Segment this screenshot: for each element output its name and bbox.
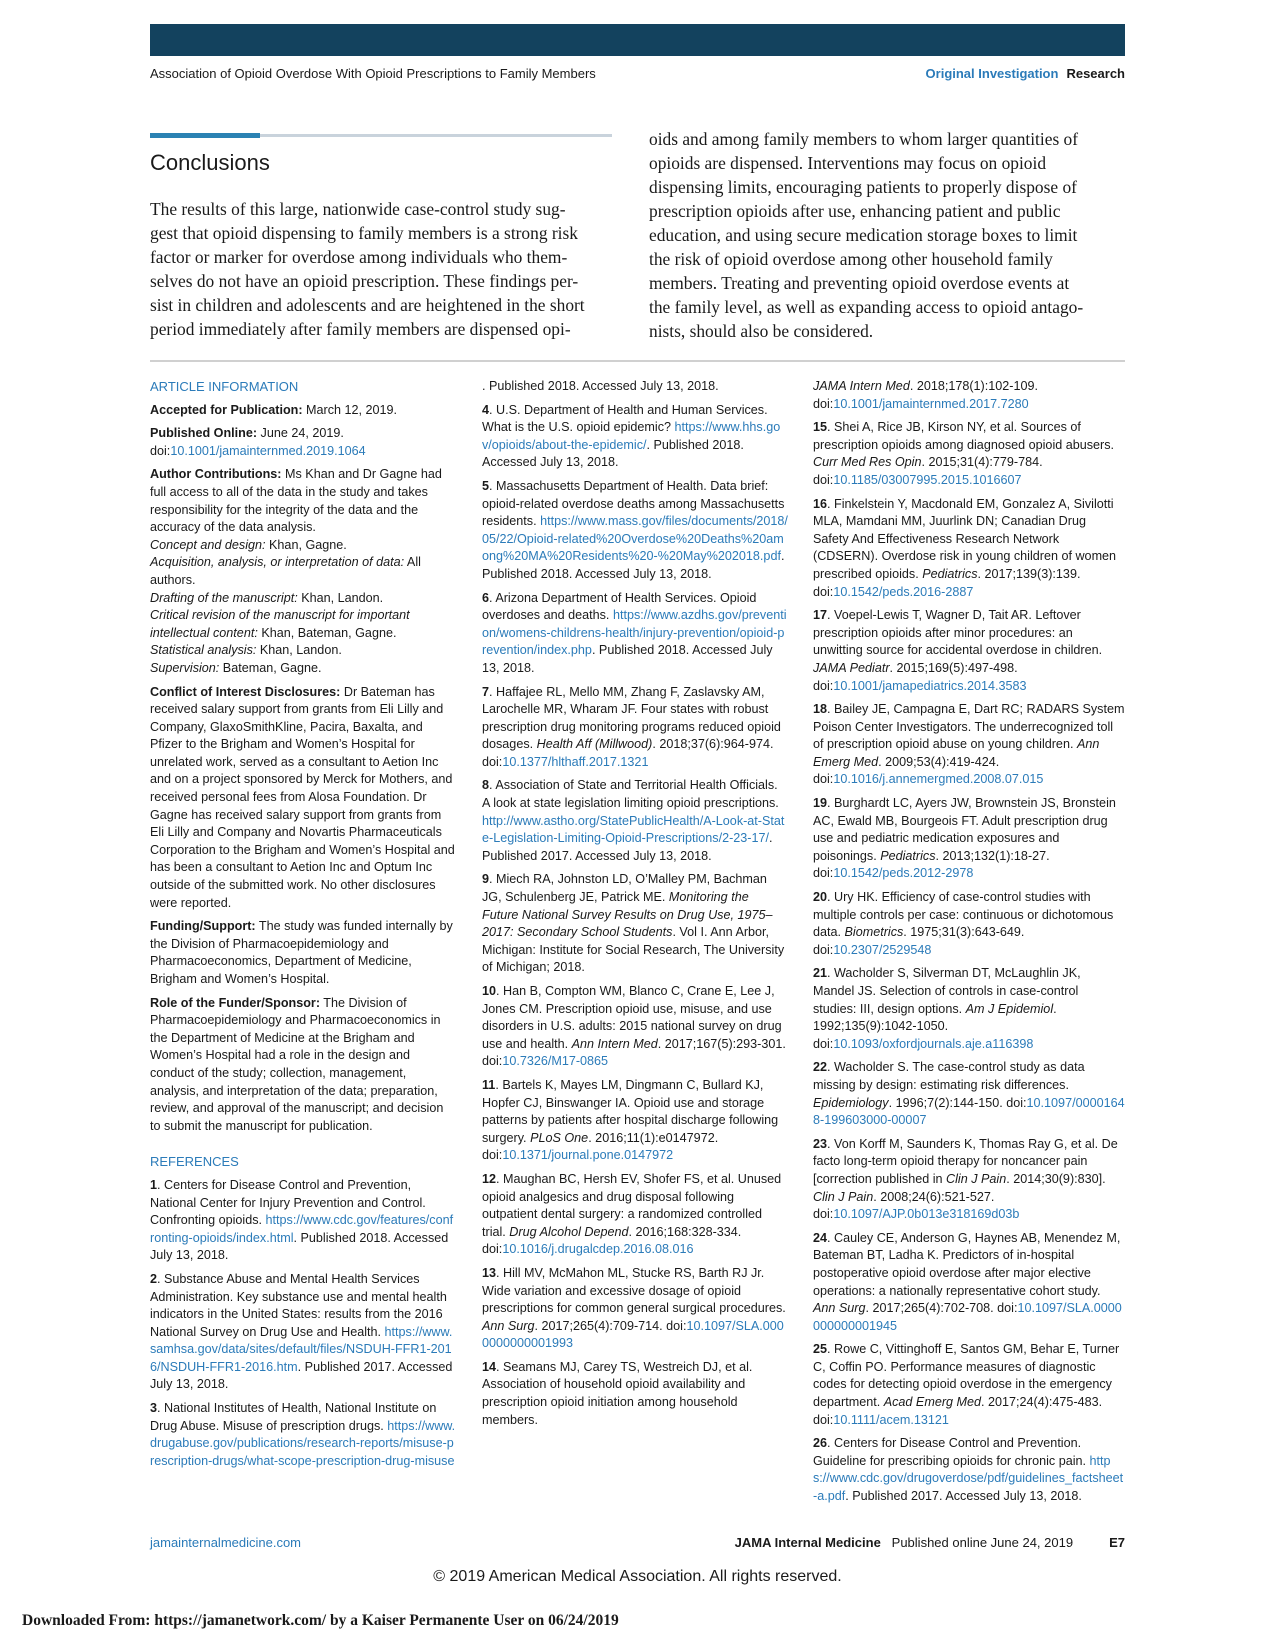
text-line: The results of this large, nationwide case-control study sug- bbox=[150, 199, 566, 219]
text-line: prescription opioids after use, enhancing patient and public bbox=[649, 201, 1061, 221]
reference-number: 2 bbox=[150, 1271, 158, 1286]
contrib-text: Ms Khan and Dr Gagne had full access to all of the data in the study and takes responsibility for the integrity of the data and the accuracy of the data analysis. bbox=[150, 467, 442, 535]
reference-tail: . Published 2017. Accessed July 13, 2018. bbox=[150, 1359, 453, 1392]
role-value: Khan, Landon. bbox=[297, 590, 384, 605]
reference-number: 21 bbox=[813, 966, 828, 981]
reference-number: 7 bbox=[482, 684, 490, 699]
funder-label: Role of the Funder/Sponsor: bbox=[150, 995, 321, 1010]
reference-text: . Hill MV, McMahon ML, Stucke RS, Barth RJ Jr. Wide variation and excessive dosage of opioid prescriptions for common general surgical procedures. bbox=[482, 1265, 786, 1316]
section-divider bbox=[150, 360, 1125, 362]
reference-link[interactable]: 10.1377/hlthaff.2017.1321 bbox=[502, 754, 649, 769]
reference-journal: Ann Intern Med bbox=[571, 1036, 658, 1051]
reference-number: 26 bbox=[813, 1436, 828, 1451]
reference-text: . Centers for Disease Control and Prevention. Guideline for prescribing opioids for chronic pain. bbox=[813, 1436, 1090, 1468]
text-line: oids and among family members to whom larger quantities of bbox=[649, 129, 1079, 149]
reference-number: 6 bbox=[482, 590, 490, 605]
reference-journal: JAMA Pediatr bbox=[813, 660, 890, 675]
role-label: Critical revision of the manuscript for important intellectual content: bbox=[150, 608, 410, 640]
reference-number: 11 bbox=[482, 1077, 496, 1092]
reference-text: . Ury HK. Efficiency of case-control studies with multiple controls per case: continuous or dichotomous data. bbox=[813, 890, 1114, 940]
reference-cite: . 2017;24(4):475-483. doi: bbox=[813, 1395, 1103, 1427]
header-bar bbox=[150, 24, 1125, 56]
reference-item bbox=[813, 607, 1125, 695]
references-heading: REFERENCES bbox=[150, 1154, 239, 1170]
reference-text: . Wacholder S, Silverman DT, McLaughlin JK, Mandel JS. Selection of controls in case-control studies: III, design options. bbox=[813, 966, 1081, 1016]
reference-number: 13 bbox=[482, 1265, 497, 1280]
reference-journal: Clin J Pain bbox=[946, 1171, 1007, 1186]
reference-text: . U.S. Department of Health and Human Services. What is the U.S. opioid epidemic? bbox=[482, 402, 768, 435]
funding-support bbox=[150, 918, 456, 988]
reference-journal: Epidemiology bbox=[813, 1095, 889, 1110]
reference-cite: . 2014;30(9):830]. bbox=[1006, 1171, 1106, 1186]
reference-link[interactable]: https://www.cdc.gov/drugoverdose/pdf/guidelines_factsheet-a.pdf bbox=[813, 1453, 1124, 1504]
reference-text: . Rowe C, Vittinghoff E, Santos GM, Behar E, Turner C, Coffin PO. Performance measures of diagnostic codes for detecting opioid overdose in the emergency department. bbox=[813, 1342, 1120, 1410]
article-info-column bbox=[150, 378, 456, 1476]
reference-number: 24 bbox=[813, 1230, 828, 1245]
coi-label: Conflict of Interest Disclosures: bbox=[150, 684, 341, 699]
reference-number: 5 bbox=[482, 478, 490, 493]
reference-text: . Association of State and Territorial Health Officials. A look at state legislation limiting opioid prescriptions. bbox=[482, 778, 779, 811]
reference-item bbox=[813, 889, 1125, 959]
reference-number: 14 bbox=[482, 1359, 497, 1374]
copyright-notice: © 2019 American Medical Association. All rights reserved. bbox=[433, 1568, 842, 1585]
reference-link[interactable]: https://www.hhs.gov/opioids/about-the-epidemic/ bbox=[482, 420, 781, 452]
journal-website-link[interactable]: jamainternalmedicine.com bbox=[150, 1535, 302, 1550]
reference-link[interactable]: https://www.mass.gov/files/documents/2018/05/22/Opioid-related%20Overdose%20Deaths%20among%20MA%20Residents%20-%20May%202018.pdf bbox=[482, 514, 788, 564]
reference-cite: . 2009;53(4):419-424. doi: bbox=[813, 754, 1000, 787]
reference-text: . Seamans MJ, Carey TS, Westreich DJ, et al. Association of household opioid availability and prescription opioid initiation among household members. bbox=[482, 1359, 753, 1427]
role-label: Supervision: bbox=[150, 660, 220, 675]
role-line bbox=[150, 590, 456, 608]
text-line: the risk of opioid overdose among other household family bbox=[649, 249, 1053, 269]
reference-link[interactable]: 10.1097/SLA.0000000000001993 bbox=[482, 1318, 784, 1351]
reference-number: 8 bbox=[482, 778, 490, 793]
reference-item bbox=[813, 1435, 1125, 1505]
reference-continuation bbox=[482, 378, 788, 396]
section-label bbox=[926, 66, 1125, 81]
role-label: Acquisition, analysis, or interpretation of data: bbox=[150, 555, 405, 570]
accepted-value: March 12, 2019. bbox=[302, 402, 398, 417]
reference-link[interactable]: 10.1001/jamainternmed.2017.7280 bbox=[833, 396, 1029, 411]
reference-number: 18 bbox=[813, 702, 828, 717]
reference-text: . Bailey JE, Campagna E, Dart RC; RADARS System Poison Center Investigators. The underrecognized toll of prescription opioid abuse on young children. bbox=[813, 702, 1125, 752]
published-online: Published online June 24, 2019 bbox=[891, 1535, 1074, 1550]
reference-link[interactable]: 10.7326/M17-0865 bbox=[502, 1054, 609, 1069]
reference-item bbox=[813, 496, 1125, 602]
text-line: nists, should also be considered. bbox=[649, 321, 874, 341]
role-label: Drafting of the manuscript: bbox=[150, 590, 298, 605]
reference-link[interactable]: 10.1542/peds.2016-2887 bbox=[833, 584, 974, 599]
published-value: June 24, 2019. bbox=[257, 426, 344, 441]
reference-cite: . 2018;178(1):102-109. doi: bbox=[813, 379, 1038, 411]
conclusions-text-left bbox=[150, 197, 626, 341]
accepted-date bbox=[150, 402, 456, 420]
reference-text: . Substance Abuse and Mental Health Services Administration. Key substance use and mental health indicators in the United States: results from the 2016 National Survey on Drug Use and Health. bbox=[150, 1271, 447, 1339]
accepted-label: Accepted for Publication: bbox=[150, 402, 303, 417]
reference-item bbox=[482, 1171, 788, 1259]
contrib-label: Author Contributions: bbox=[150, 467, 282, 482]
reference-journal: Pediatrics bbox=[880, 848, 936, 863]
role-value: Khan, Bateman, Gagne. bbox=[257, 625, 397, 640]
reference-number: 20 bbox=[813, 890, 828, 905]
reference-tail: . Published 2018. Accessed July 13, 2018. bbox=[150, 1230, 449, 1263]
reference-journal: Acad Emerg Med bbox=[883, 1395, 982, 1410]
reference-item bbox=[482, 478, 788, 584]
reference-item bbox=[813, 795, 1125, 883]
reference-link[interactable]: 10.1016/j.annemergmed.2008.07.015 bbox=[833, 772, 1044, 787]
reference-cite: . 2016;168:328-334. doi: bbox=[482, 1224, 742, 1257]
reference-journal: Am J Epidemiol bbox=[965, 1001, 1054, 1016]
reference-item bbox=[813, 419, 1125, 489]
reference-item bbox=[482, 590, 788, 678]
reference-journal: Pediatrics bbox=[922, 566, 978, 581]
text-line: gest that opioid dispensing to family members is a strong risk bbox=[150, 223, 578, 243]
text-line: selves do not have an opioid prescription. These findings per- bbox=[150, 271, 579, 291]
reference-number: 10 bbox=[482, 984, 497, 998]
author-contributions bbox=[150, 466, 456, 677]
reference-link[interactable]: 10.1111/acem.13121 bbox=[833, 1412, 949, 1427]
reference-item bbox=[813, 965, 1125, 1053]
reference-cite: . 1975;31(3):643-649. doi: bbox=[813, 925, 1025, 957]
conflict-disclosures bbox=[150, 684, 456, 913]
reference-item bbox=[150, 1271, 456, 1394]
reference-text: . Von Korff M, Saunders K, Thomas Ray G, et al. De facto long-term opioid therapy for noncancer pain [correction published in bbox=[813, 1136, 1118, 1186]
text-line: sist in children and adolescents and are heightened in the short bbox=[150, 295, 585, 315]
reference-tail: . Vol I. Ann Arbor, Michigan: Institute for Social Research, The University of Michigan; 2018. bbox=[482, 925, 785, 975]
reference-link[interactable]: 10.1097/00001648-199603000-00007 bbox=[813, 1095, 1125, 1128]
reference-tail: . Published 2018. Accessed July 13, 2018. bbox=[482, 379, 719, 393]
reference-item bbox=[482, 871, 788, 977]
references-column-3 bbox=[813, 378, 1125, 1512]
reference-continuation bbox=[813, 378, 1125, 413]
reference-tail: . Published 2017. Accessed July 13, 2018. bbox=[482, 831, 773, 863]
reference-number: 17 bbox=[813, 608, 828, 623]
reference-link[interactable]: https://www.samhsa.gov/data/sites/default/files/NSDUH-FFR1-2016/NSDUH-FFR1-2016.htm bbox=[150, 1324, 453, 1374]
reference-item bbox=[482, 1077, 788, 1165]
reference-journal: Curr Med Res Opin bbox=[813, 455, 922, 470]
reference-journal: Biometrics bbox=[844, 925, 904, 940]
funder-text: The Division of Pharmacoepidemiology and Pharmacoeconomics in the Department of Medicine at the Brigham and Women’s Hospital had a role in the design and conduct of the study; collection, management, analysis, and interpretation of the data; preparation, review, and approval of the manuscript; and decision to submit the manuscript for publication. bbox=[150, 995, 444, 1133]
reference-item bbox=[813, 1230, 1125, 1336]
reference-journal: JAMA Intern Med bbox=[813, 379, 910, 393]
role-line bbox=[150, 537, 456, 555]
reference-cite: . 2013;132(1):18-27. doi: bbox=[813, 848, 1050, 881]
reference-cite: . 2017;265(4):709-714. doi: bbox=[534, 1318, 687, 1333]
reference-text: . Bartels K, Mayes LM, Dingmann C, Bullard KJ, Hopfer CJ, Binswanger IA. Opioid use and storage patterns by patients after hospital discharge following surgery. bbox=[482, 1077, 779, 1145]
journal-name: JAMA Internal Medicine bbox=[734, 1535, 881, 1550]
role-line bbox=[150, 642, 456, 660]
funder-role bbox=[150, 995, 456, 1136]
reference-number: 1 bbox=[150, 1177, 158, 1192]
reference-text: . Arizona Department of Health Services. Opioid overdoses and deaths. bbox=[482, 590, 757, 623]
reference-cite: . 2016;11(1):e0147972. doi: bbox=[482, 1130, 719, 1163]
funding-label: Funding/Support: bbox=[150, 919, 256, 934]
reference-text: . Voepel-Lewis T, Wagner D, Tait AR. Leftover prescription opioids after minor procedures: an unwitting source for accidental overdose in children. bbox=[813, 608, 1103, 658]
reference-journal: Ann Surg bbox=[482, 1318, 535, 1333]
reference-journal: Monitoring the Future National Survey Results on Drug Use, 1975–2017: Secondary School Students bbox=[482, 890, 773, 940]
reference-link[interactable]: 10.1016/j.drugalcdep.2016.08.016 bbox=[502, 1242, 694, 1257]
reference-journal: Clin J Pain bbox=[813, 1189, 874, 1204]
text-line: period immediately after family members are dispensed opi- bbox=[150, 319, 571, 339]
reference-number: 22 bbox=[813, 1060, 828, 1075]
reference-number: 3 bbox=[150, 1401, 158, 1416]
text-line: members. Treating and preventing opioid overdose events at bbox=[649, 273, 1070, 293]
coi-text: Dr Bateman has received salary support from grants from Eli Lilly and Company, GlaxoSmithKline, Pacira, Baxalta, and Pfizer to the Brigham and Women’s Hospital for unrelated work, served as a consultant to Aetion Inc and on a project sponsored by Merck for Mothers, and received personal fees from Alosa Foundation. Dr Gagne has received salary support from grants from Eli Lilly and Company and Novartis Pharmaceuticals Corporation to the Brigham and Women’s Hospital and has been a consultant to Aetion Inc and Optum Inc outside of the submitted work. No other disclosures were reported. bbox=[150, 684, 455, 910]
article-type: Original Investigation bbox=[925, 66, 1059, 81]
reference-text: . Centers for Disease Control and Prevention, National Center for Injury Prevention and Control. Confronting opioids. bbox=[150, 1177, 426, 1228]
reference-text: . Haffajee RL, Mello MM, Zhang F, Zaslavsky AM, Larochelle MR, Wharam JF. Four states with robust prescription drug monitoring programs reduced opioid dosages. bbox=[482, 684, 781, 752]
role-label: Statistical analysis: bbox=[150, 643, 257, 658]
reference-link[interactable]: 10.1371/journal.pone.0147972 bbox=[502, 1148, 674, 1163]
reference-cite: . 2015;31(4):779-784. doi: bbox=[813, 455, 1043, 487]
reference-journal: Health Aff (Millwood) bbox=[536, 737, 653, 752]
reference-link[interactable]: https://www.cdc.gov/features/confronting-opioids/index.html bbox=[150, 1213, 454, 1245]
reference-text: . Cauley CE, Anderson G, Haynes AB, Menendez M, Bateman BT, Ladha K. Predictors of in-hospital postoperative opioid overdose after major elective operations: a nationally representative cohort study. bbox=[813, 1230, 1121, 1298]
reference-link[interactable]: https://www.drugabuse.gov/publications/research-reports/misuse-prescription-drugs/what-scope-prescription-drug-misuse bbox=[150, 1418, 456, 1468]
reference-tail: . Published 2018. Accessed July 13, 2018. bbox=[482, 549, 785, 581]
article-category: Research bbox=[1066, 66, 1125, 81]
doi-link[interactable]: 10.1001/jamainternmed.2019.1064 bbox=[170, 443, 366, 458]
role-value: Khan, Landon. bbox=[256, 643, 342, 658]
reference-text: . Shei A, Rice JB, Kirson NY, et al. Sources of prescription opioids among diagnosed opioid abusers. bbox=[813, 420, 1115, 452]
text-line: dispensing limits, encouraging patients to properly dispose of bbox=[649, 177, 1077, 197]
reference-link[interactable]: 10.2307/2529548 bbox=[833, 942, 932, 957]
reference-journal: Ann Emerg Med bbox=[813, 737, 1100, 769]
reference-item bbox=[482, 777, 788, 865]
role-label: Concept and design: bbox=[150, 537, 266, 552]
reference-journal: Drug Alcohol Depend bbox=[509, 1224, 629, 1239]
reference-item bbox=[482, 983, 788, 1071]
reference-item bbox=[150, 1177, 456, 1265]
reference-tail: . Published 2017. Accessed July 13, 2018. bbox=[845, 1489, 1082, 1504]
reference-cite: . 2017;167(5):293-301. doi: bbox=[482, 1036, 786, 1069]
reference-link[interactable]: 10.1185/03007995.2015.1016607 bbox=[833, 472, 1022, 487]
reference-text: . Finkelstein Y, Macdonald EM, Gonzalez A, Sivilotti MLA, Mamdani MM, Juurlink DN; Canadian Drug Safety And Effectiveness Research Network (CDSERN). Overdose risk in young children of women prescribed opioids. bbox=[813, 496, 1117, 581]
reference-cite: . 2015;169(5):497-498. doi: bbox=[813, 660, 1018, 693]
footer-journal-info bbox=[735, 1535, 1125, 1550]
reference-text: . Han B, Compton WM, Blanco C, Crane E, Lee J, Jones CM. Prescription opioid use, misuse, and use disorders in U.S. adults: 2015 national survey on drug use and health. bbox=[482, 984, 782, 1051]
section-rule bbox=[150, 134, 612, 137]
doi-prefix: doi: bbox=[150, 443, 171, 458]
reference-number: 12 bbox=[482, 1171, 497, 1186]
reference-cite: . 1992;135(9):1042-1050. doi: bbox=[813, 1001, 1057, 1051]
reference-number: 25 bbox=[813, 1342, 828, 1357]
reference-link[interactable]: https://www.azdhs.gov/prevention/womens-childrens-health/injury-prevention/opioid-prevention/index.php bbox=[482, 608, 787, 658]
download-notice: Downloaded From: https://jamanetwork.com/ by a Kaiser Permanente User on 06/24/2019 bbox=[22, 1612, 619, 1629]
reference-number: 16 bbox=[813, 496, 828, 511]
reference-cite: . 2018;37(6):964-974. doi: bbox=[482, 737, 774, 769]
page-number: E7 bbox=[1109, 1535, 1125, 1550]
reference-link[interactable]: 10.1093/oxfordjournals.aje.a116398 bbox=[833, 1036, 1034, 1051]
reference-item bbox=[150, 1400, 456, 1470]
reference-number: 15 bbox=[813, 420, 828, 435]
reference-text: . National Institutes of Health, National Institute on Drug Abuse. Misuse of prescription drugs. bbox=[150, 1401, 437, 1433]
reference-item bbox=[482, 402, 788, 472]
running-title: Association of Opioid Overdose With Opioid Prescriptions to Family Members bbox=[150, 66, 596, 81]
text-line: factor or marker for overdose among individuals who them- bbox=[150, 247, 568, 267]
reference-link[interactable]: http://www.astho.org/StatePublicHealth/A-Look-at-State-Legislation-Limiting-Opioid-Prescriptions/2-23-17/ bbox=[482, 813, 785, 846]
conclusions-text-right bbox=[649, 127, 1124, 343]
published-date bbox=[150, 425, 456, 460]
published-label: Published Online: bbox=[150, 426, 258, 441]
reference-text: . Burghardt LC, Ayers JW, Brownstein JS, Bronstein AC, Ewald MB, Bourgeois FT. Adult prescription drug use and pediatric medication exposures and poisonings. bbox=[813, 796, 1116, 863]
role-line bbox=[150, 554, 456, 589]
reference-link[interactable]: 10.1097/SLA.0000000000001945 bbox=[813, 1301, 1122, 1333]
reference-tail: . Published 2018. Accessed July 13, 2018. bbox=[482, 643, 773, 675]
role-line bbox=[150, 607, 456, 642]
conclusions-heading: Conclusions bbox=[150, 150, 270, 175]
funding-text: The study was funded internally by the Division of Pharmacoepidemiology and Pharmacoeconomics, Department of Medicine, Brigham and Women’s Hospital. bbox=[150, 919, 453, 986]
reference-link[interactable]: 10.1001/jamapediatrics.2014.3583 bbox=[833, 678, 1027, 693]
reference-item bbox=[813, 1059, 1125, 1129]
reference-item bbox=[482, 1359, 788, 1429]
reference-item bbox=[482, 684, 788, 772]
text-line: education, and using secure medication storage boxes to limit bbox=[649, 225, 1078, 245]
reference-item bbox=[482, 1265, 788, 1353]
reference-journal: PLoS One bbox=[530, 1130, 589, 1145]
article-info-heading: ARTICLE INFORMATION bbox=[150, 379, 299, 394]
reference-cite: . 2008;24(6):521-527. doi: bbox=[813, 1189, 995, 1222]
reference-item bbox=[813, 1341, 1125, 1429]
text-line: opioids are dispensed. Interventions may focus on opioid bbox=[649, 153, 1047, 173]
reference-text: . Wacholder S. The case-control study as data missing by design: estimating risk differences. bbox=[813, 1060, 1085, 1092]
reference-cite: . 1996;7(2):144-150. doi: bbox=[888, 1095, 1027, 1110]
reference-number: 23 bbox=[813, 1136, 828, 1151]
reference-text: . Massachusetts Department of Health. Data brief: opioid-related overdose deaths among Massachusetts residents. bbox=[482, 478, 785, 529]
reference-item bbox=[813, 1136, 1125, 1224]
reference-tail: . Published 2018. Accessed July 13, 2018. bbox=[482, 437, 744, 470]
reference-item bbox=[813, 701, 1125, 789]
role-value: All authors. bbox=[150, 555, 421, 587]
reference-number: 19 bbox=[813, 796, 828, 811]
reference-cite: . 2017;265(4):702-708. doi: bbox=[865, 1301, 1018, 1316]
reference-link[interactable]: 10.1542/peds.2012-2978 bbox=[833, 866, 974, 881]
reference-text: . Miech RA, Johnston LD, O’Malley PM, Bachman JG, Schulenberg JE, Patrick ME. bbox=[482, 872, 767, 905]
reference-journal: Ann Surg bbox=[813, 1301, 866, 1316]
role-value: Khan, Gagne. bbox=[265, 537, 347, 552]
role-value: Bateman, Gagne. bbox=[219, 660, 322, 675]
role-line bbox=[150, 660, 456, 678]
reference-cite: . 2017;139(3):139. doi: bbox=[813, 566, 1081, 599]
reference-text: . Maughan BC, Hersh EV, Shofer FS, et al. Unused opioid analgesics and drug disposal following outpatient dental surgery: a randomized controlled trial. bbox=[482, 1171, 782, 1239]
reference-number: 4 bbox=[482, 402, 490, 417]
reference-link[interactable]: 10.1097/AJP.0b013e318169d03b bbox=[833, 1207, 1020, 1222]
reference-number: 9 bbox=[482, 872, 490, 887]
text-line: the family level, as well as expanding access to opioid antago- bbox=[649, 297, 1084, 317]
references-column-2 bbox=[482, 378, 788, 1435]
